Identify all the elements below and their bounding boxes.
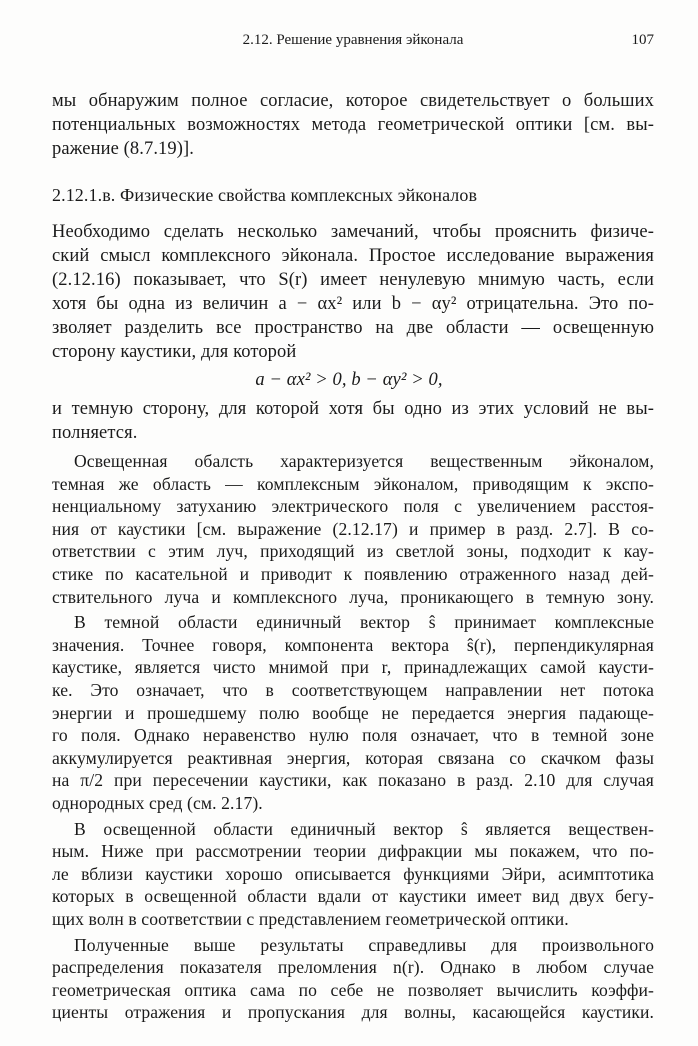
text-line: ответствии с этим луч, приходящий из светлой зоны, подходит к кау- — [52, 541, 654, 562]
text-line: распределения показателя преломления n(r). Однако в любом случае — [52, 957, 654, 978]
text-line: хотя бы одна из величин a − αx² или b − αy² отрицательна. Это по- — [52, 294, 654, 314]
text-line: ния от каустики [см. выражение (2.12.17) и пример в разд. 2.7]. В со- — [52, 518, 654, 539]
text-line: зволяет разделить все пространство на две области — освещенную — [52, 318, 654, 338]
section-heading — [52, 183, 654, 207]
text-line: значения. Точнее говоря, компонента вектора ŝ(r), перпендикулярная — [52, 634, 654, 655]
text-line: ражение (8.7.19)]. — [52, 139, 195, 159]
text-line: ле вблизи каустики хорошо описывается функциями Эйри, асимптотика — [52, 863, 654, 884]
text-line: ным. Ниже при рассмотрении теории дифракции мы покажем, что по- — [52, 841, 654, 862]
text-line: аккумулируется реактивная энергия, которая связана со скачком фазы — [52, 747, 654, 768]
text-line: энергии и прошедшему полю вообще не передается энергия падающе- — [52, 702, 654, 723]
text-line: мы обнаружим полное согласие, которое свидетельствует о больших — [52, 91, 654, 111]
text-line: Необходимо сделать несколько замечаний, чтобы прояснить физиче- — [52, 222, 654, 242]
text-line: В освещенной области единичный вектор ŝ является веществен- — [74, 818, 654, 839]
text-line: геометрическая оптика сама по себе не позволяет вычислить коэффи- — [52, 979, 654, 1000]
text-line: В темной области единичный вектор ŝ принимает комплексные — [74, 612, 654, 633]
text-line: ке. Это означает, что в соответствующем направлении нет потока — [52, 680, 654, 700]
text-line: ский смысл комплексного эйконала. Простое исследование выражения — [52, 246, 654, 266]
text-line: Освещенная обалсть характеризуется вещественным эйконалом, — [74, 451, 654, 471]
text-line: потенциальных возможностях метода геометрической оптики [см. вы- — [52, 115, 654, 135]
text-line — [52, 1024, 654, 1046]
text-line: и темную сторону, для которой хотя бы одно из этих условий не вы- — [52, 399, 654, 419]
page-number: 107 — [631, 32, 654, 48]
running-header — [52, 32, 654, 54]
text-line: циенты отражения и пропускания для волны, касающейся каустики. — [52, 1002, 654, 1023]
running-title: 2.12. Решение уравнения эйконала — [242, 32, 464, 48]
text-line: которых в освещенной области вдали от каустики имеет вид двух бегу- — [52, 886, 654, 907]
text-line: каустике, является чисто мнимой при r, принадлежащих самой каусти- — [52, 657, 654, 678]
text-line: стике по касательной и приводит к появлению отраженного назад дей- — [52, 564, 654, 584]
text-line: ствительного луча и комплексного луча, проникающего в темную зону. — [52, 586, 654, 607]
text-line: ненциальному затуханию электрического поля с увеличением расстоя- — [52, 496, 654, 517]
equation: a − αx² > 0, b − αy² > 0, — [255, 370, 443, 390]
text-line: на π/2 при пересечении каустики, как показано в разд. 2.10 для случая — [52, 770, 654, 791]
text-line: 2.12.1.в. Физические свойства комплексных эйконалов — [52, 185, 478, 205]
text-line: темная же область — комплексным эйконалом, приводящим к экспо- — [52, 473, 654, 494]
text-line: щих волн в соответствии с представлением геометрической оптики. — [52, 909, 569, 929]
text-line: сторону каустики, для которой — [52, 342, 297, 362]
text-line: полняется. — [52, 423, 138, 443]
text-line: (2.12.16) показывает, что S(r) имеет ненулевую мнимую часть, если — [52, 270, 654, 290]
text-line: однородных сред (см. 2.17). — [52, 793, 263, 813]
text-line: Полученные выше результаты справедливы для произвольного — [74, 934, 654, 955]
text-line: го поля. Однако неравенство нулю поля означает, что в темной зоне — [52, 725, 654, 746]
